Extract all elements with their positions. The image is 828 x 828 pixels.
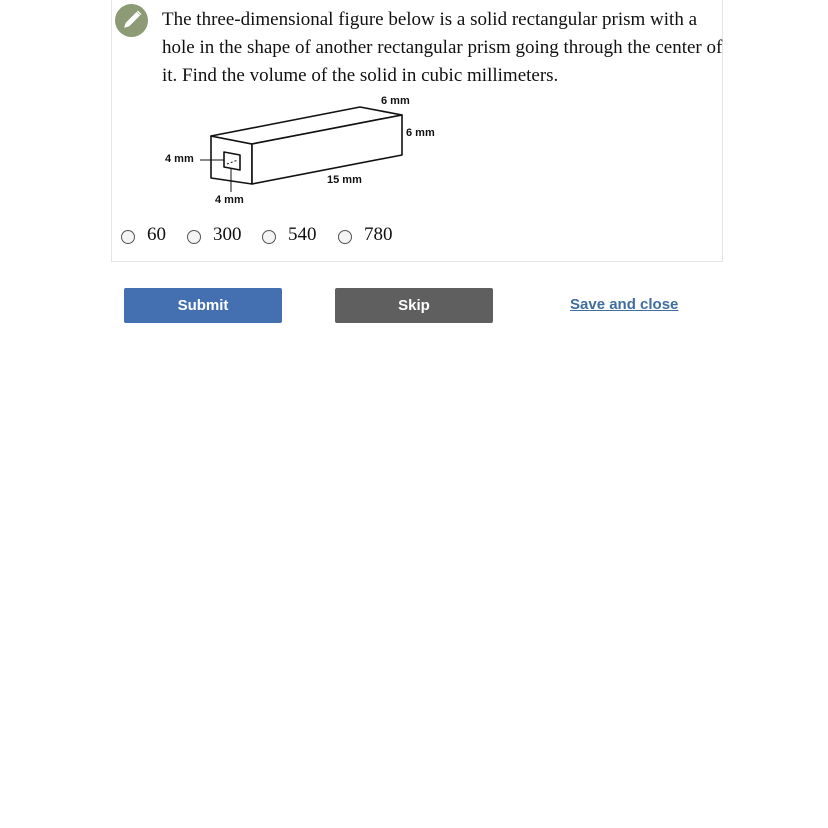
question-text: The three-dimensional figure below is a solid rectangular prism with a hole in the shape of another rectangular prism going through the center of it. Find the volume of the solid in cubic millimeters. xyxy=(162,9,723,86)
label-top-width: 6 mm xyxy=(381,95,410,107)
radio-button[interactable] xyxy=(121,230,135,244)
prism-figure xyxy=(150,92,450,212)
option-label: 300 xyxy=(213,224,242,245)
radio-button[interactable] xyxy=(187,230,201,244)
prism-hole xyxy=(224,152,240,170)
submit-button[interactable]: Submit xyxy=(124,288,282,323)
option-label: 540 xyxy=(288,224,317,245)
option-60[interactable] xyxy=(121,222,166,248)
radio-button[interactable] xyxy=(338,230,352,244)
option-540[interactable] xyxy=(262,222,317,248)
option-label: 780 xyxy=(364,224,393,245)
question-badge xyxy=(115,4,148,37)
prism-diagram xyxy=(150,92,450,212)
pencil-icon xyxy=(115,4,148,37)
label-hole-width: 4 mm xyxy=(215,194,244,206)
label-hole-height: 4 mm xyxy=(165,153,194,165)
save-and-close-link[interactable]: Save and close xyxy=(570,296,679,313)
radio-button[interactable] xyxy=(262,230,276,244)
option-300[interactable] xyxy=(187,222,242,248)
skip-button[interactable]: Skip xyxy=(335,288,493,323)
option-label: 60 xyxy=(147,224,166,245)
option-780[interactable] xyxy=(338,222,393,248)
label-right-height: 6 mm xyxy=(406,127,435,139)
label-length: 15 mm xyxy=(327,174,362,186)
